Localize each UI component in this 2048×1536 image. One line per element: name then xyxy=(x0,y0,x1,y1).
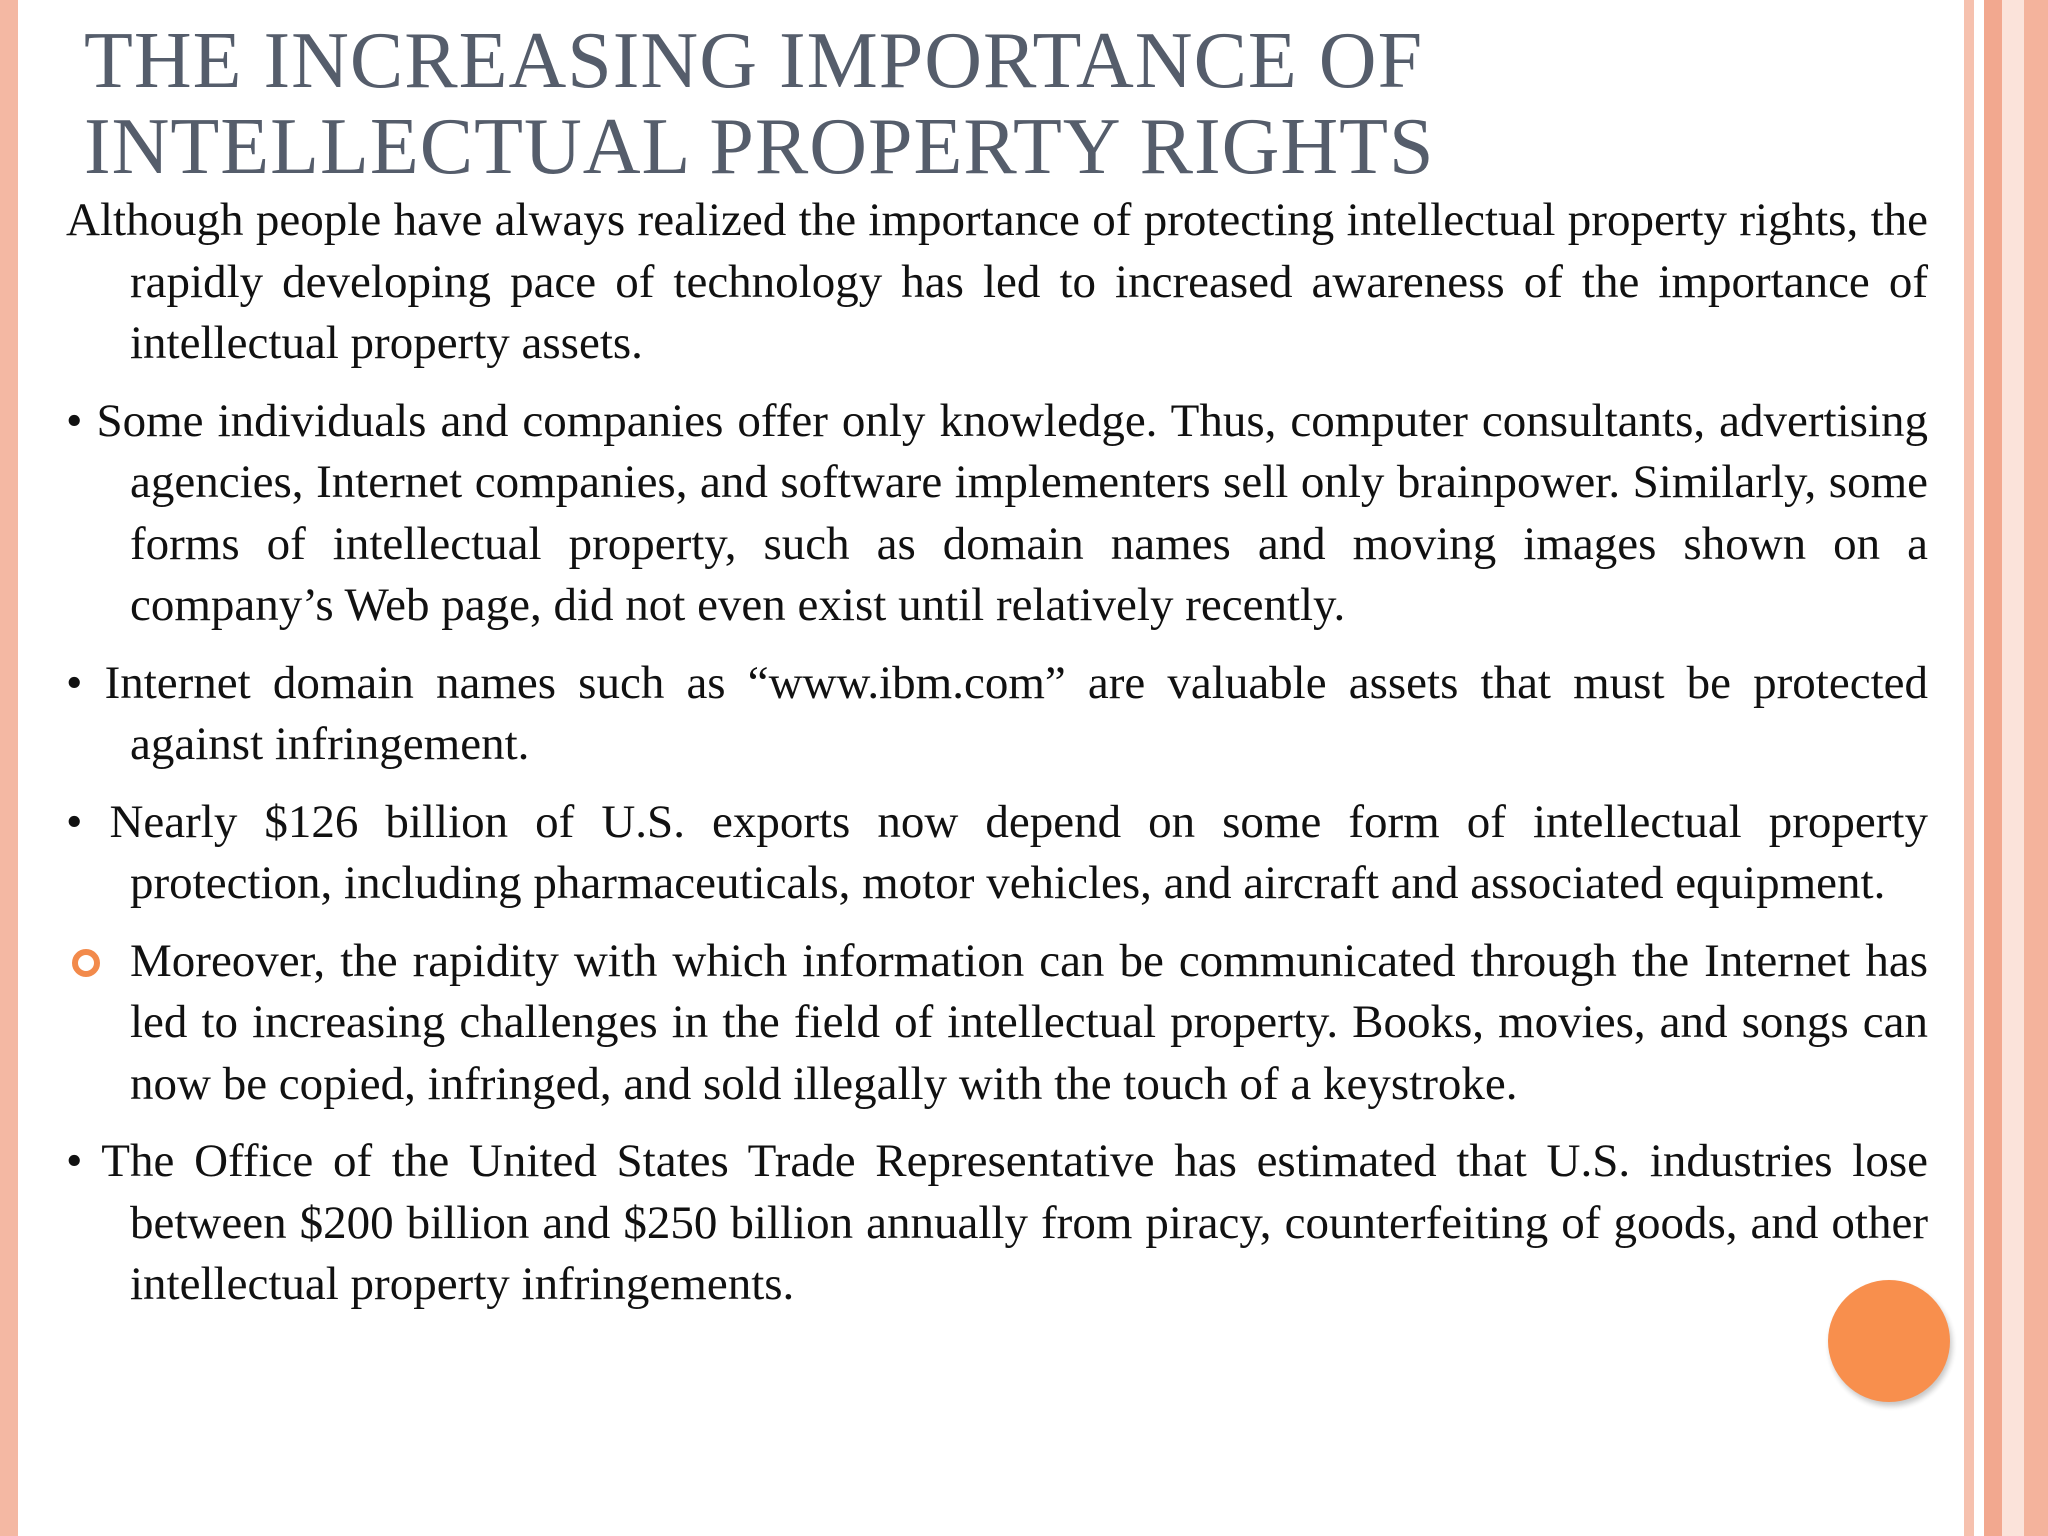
bullet-exports: • Nearly $126 billion of U.S. exports now depend on some form of intellectual property protection, including pharmaceuticals, motor vehicles, and aircraft and associated equipment. xyxy=(66,795,1928,909)
bullet-piracy-losses: • The Office of the United States Trade Representative has estimated that U.S. industries lose between $200 billion and $250 billion annually from piracy, counterfeiting of goods, and other intellectual property infringements. xyxy=(66,1135,1928,1310)
left-border-decoration xyxy=(0,0,18,1536)
slide-title-line-2: INTELLECTUAL PROPERTY RIGHTS xyxy=(84,103,1435,191)
slide-title-line-1: THE INCREASING IMPORTANCE OF xyxy=(84,17,1424,105)
bullet-domain-names: • Internet domain names such as “www.ibm.com” are valuable assets that must be protected against infringement. xyxy=(66,656,1928,770)
slide-title xyxy=(84,18,1884,190)
paragraph-intro: Although people have always realized the importance of protecting intellectual property rights, the rapidly developing pace of technology has led to increased awareness of the importance of intellectual property assets. xyxy=(66,194,1928,369)
slide-body xyxy=(66,190,1928,1332)
right-stripe-decoration xyxy=(1964,0,2048,1536)
bullet-knowledge: • Some individuals and companies offer only knowledge. Thus, computer consultants, advertising agencies, Internet companies, and software implementers sell only brainpower. Similarly, some forms of intellectual property, such as domain names and moving images shown on a company’s Web page, did not even exist until relatively recently. xyxy=(66,394,1928,631)
orange-circle-marker xyxy=(1828,1280,1950,1402)
paragraph-internet-challenges-text: Moreover, the rapidity with which information can be communicated through the Internet has led to increasing challenges in the field of intellectual property. Books, movies, and songs can now be copied, infringed, and sold illegally with the touch of a keystroke. xyxy=(130,934,1928,1110)
paragraph-internet-challenges xyxy=(66,931,1928,1116)
ring-bullet-icon xyxy=(72,949,100,977)
